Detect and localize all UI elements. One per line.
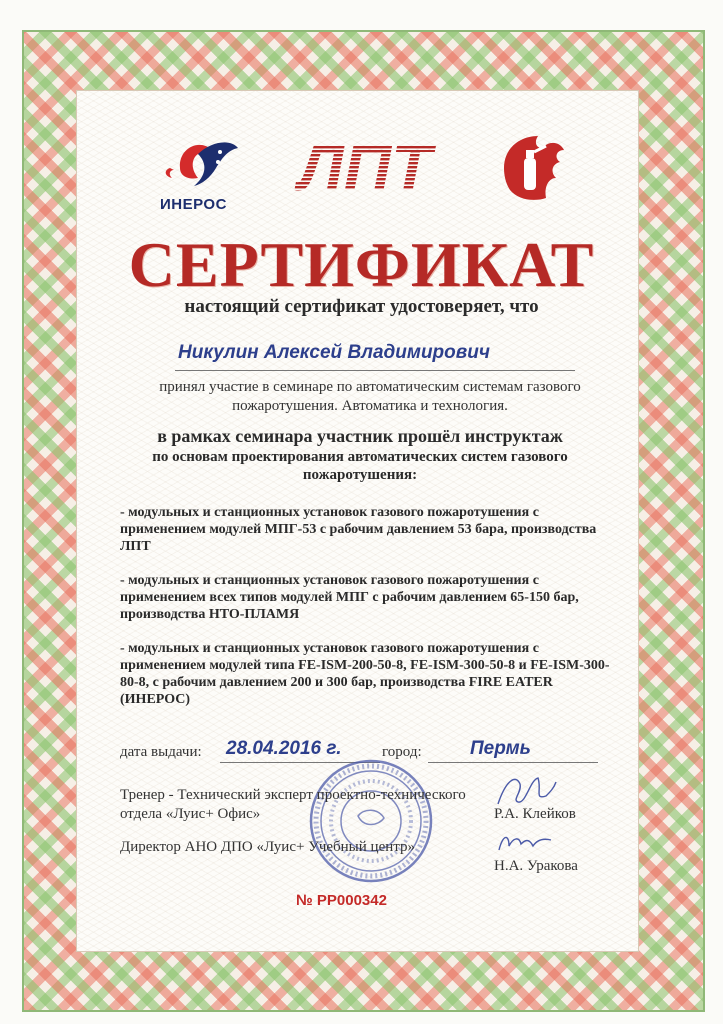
briefing-item: - модульных и станционных установок газового пожаротушения с применением модулей МПГ-53 с рабочим давлением 53 бара, производства ЛПТ bbox=[120, 505, 597, 554]
issue-date-value: 28.04.2016 г. bbox=[226, 738, 342, 759]
participation-text: принял участие в семинаре по автоматическим системам газового пожаротушения. Автоматика и технология. bbox=[159, 379, 581, 414]
lpt-logo-icon bbox=[290, 130, 440, 200]
director-name: Н.А. Уракова bbox=[494, 858, 578, 874]
briefing-item: - модульных и станционных установок газового пожаротушения с применением модулей типа FE-ISM-200-50-8, FE-ISM-300-50-8 и FE-ISM-300-80-8, с рабочим давлением 200 и 300 бар, производства FIRE EATER (ИНЕРОС) bbox=[120, 641, 610, 707]
logo-row bbox=[110, 120, 610, 220]
serial-number: № РР000342 bbox=[296, 892, 387, 909]
director-signature-icon bbox=[495, 830, 555, 856]
city-value: Пермь bbox=[470, 738, 531, 759]
director-title: Директор АНО ДПО «Луис+ Учебный центр» bbox=[120, 839, 415, 855]
briefing-item: - модульных и станционных установок газового пожаротушения с применением всех типов модулей МПГ с рабочим давлением 65-150 бар, производства НТО-ПЛАМЯ bbox=[120, 573, 579, 622]
ineros-logo-text: ИНЕРОС bbox=[160, 196, 227, 213]
name-underline bbox=[175, 370, 575, 371]
briefing-heading: в рамках семинара участник прошёл инструктаж bbox=[157, 426, 563, 446]
certificate-title: СЕРТИФИКАТ bbox=[128, 229, 595, 300]
lpt-logo-text: ЛПТ bbox=[298, 130, 432, 200]
trainer-name: Р.А. Клейков bbox=[494, 806, 576, 822]
city-label: город: bbox=[382, 744, 422, 760]
issue-date-label: дата выдачи: bbox=[120, 744, 202, 760]
holder-name: Никулин Алексей Владимирович bbox=[178, 342, 490, 363]
briefing-list bbox=[120, 504, 610, 725]
trainer-title: Тренер - Технический эксперт проектно-технического отдела «Луис+ Офис» bbox=[120, 787, 466, 822]
trainer-signature-icon bbox=[490, 770, 560, 810]
fire-extinguisher-logo-icon bbox=[490, 128, 570, 208]
briefing-subheading: по основам проектирования автоматических систем газового пожаротушения: bbox=[152, 449, 568, 483]
city-underline bbox=[428, 762, 598, 763]
certificate-subtitle: настоящий сертификат удостоверяет, что bbox=[184, 296, 539, 317]
